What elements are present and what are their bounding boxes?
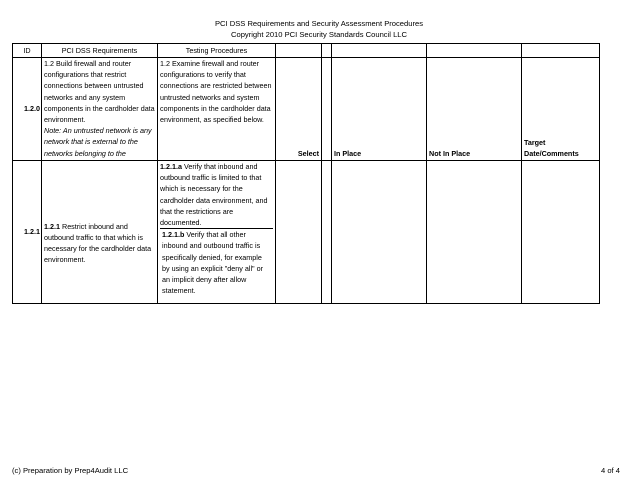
procedure-a-number: 1.2.1.a [160,162,182,171]
table-row [13,161,600,304]
requirement-cell [42,58,158,161]
column-header-blank-5 [522,44,600,58]
procedure-cell [158,58,276,161]
select-label: Select [276,58,322,161]
procedure-a [160,161,273,228]
table-header-row [13,44,600,58]
requirement-cell [42,161,158,304]
row-id: 1.2.0 [13,58,42,161]
requirement-paragraph [44,221,155,266]
procedure-text: 1.2 Examine firewall and router configurations to verify that connections are restricted between untrusted networks and system components in the cardholder data environment, as specified below. [160,59,272,125]
column-header-id: ID [13,44,42,58]
document-title: PCI DSS Requirements and Security Assessment Procedures [214,19,424,28]
column-header-blank-3 [332,44,427,58]
procedure-b [160,228,273,296]
row-id: 1.2.1 [13,161,42,304]
spacer-cell [322,58,332,161]
procedure-cell [158,161,276,304]
column-header-blank-2 [322,44,332,58]
in-place-label: In Place [332,58,427,161]
requirements-table [12,43,600,304]
procedure-b-text: Verify that all other inbound and outbound traffic is specifically denied, for example by using an explicit "deny all" or an implicit deny after allow statement. [162,230,263,296]
copyright-line: Copyright 2010 PCI Security Standards Council LLC [230,30,407,39]
procedure-a-text: Verify that inbound and outbound traffic is limited to that which is necessary for the cardholder data environment, and that the restrictions are documented. [160,162,268,228]
procedure-b-number: 1.2.1.b [162,230,185,240]
column-header-procedures: Testing Procedures [158,44,276,58]
column-header-blank-4 [427,44,522,58]
target-date-comments-label: Target Date/Comments [522,58,600,161]
target-date-comments-cell[interactable] [522,161,600,304]
requirement-text: Restrict inbound and outbound traffic to that which is necessary for the cardholder data environment. [44,221,152,265]
footer-credit: (c) Preparation by Prep4Audit LLC [12,466,129,475]
table-row [13,58,600,161]
spacer-cell [322,161,332,304]
requirement-note: Note: An untrusted network is any network that is external to the networks belonging to the [44,126,152,158]
requirement-text: 1.2 Build firewall and router configurations that restrict connections between untrusted networks and any system components in the cardholder data environment. [44,59,155,125]
column-header-blank-1 [276,44,322,58]
requirement-number: 1.2.1 [44,221,60,231]
column-header-requirements: PCI DSS Requirements [42,44,158,58]
in-place-cell[interactable] [332,161,427,304]
select-cell[interactable] [276,161,322,304]
not-in-place-label: Not In Place [427,58,522,161]
page-header [0,18,638,40]
not-in-place-cell[interactable] [427,161,522,304]
page-number: 4 of 4 [601,466,620,475]
